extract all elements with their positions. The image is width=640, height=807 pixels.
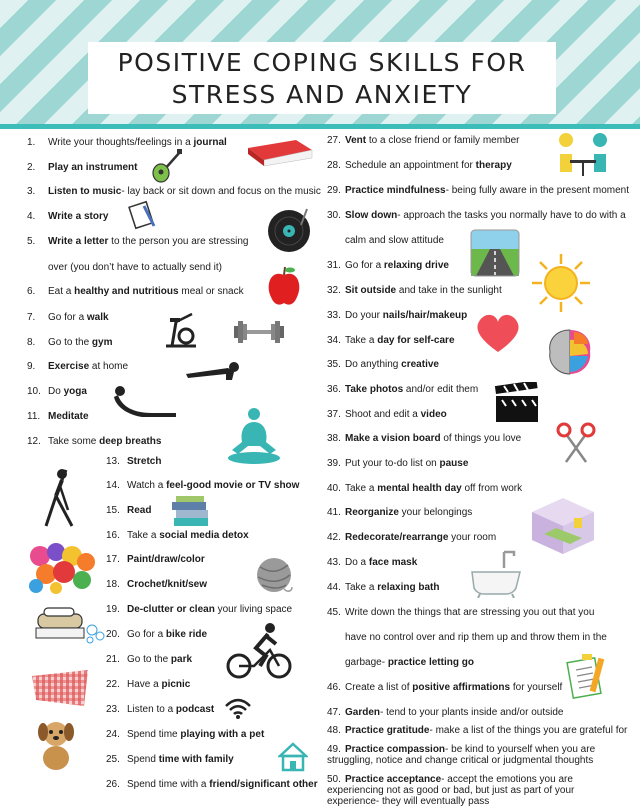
item-emphasis: Play an instrument [48, 162, 138, 173]
item-number: 40. [327, 483, 341, 494]
item-text: Have a [127, 679, 162, 690]
item-number: 33. [327, 310, 341, 321]
item-number: 5. [27, 236, 36, 247]
item-text: Listen to a [127, 704, 176, 715]
item-number: 22. [106, 679, 120, 690]
list-item [327, 724, 627, 737]
item-number: 3. [27, 186, 36, 197]
item-number: 24. [106, 729, 120, 740]
item-emphasis: relaxing drive [383, 260, 449, 271]
list-item [27, 336, 112, 349]
item-number: 25. [106, 754, 120, 765]
list-item [27, 435, 161, 448]
item-emphasis: relaxing bath [377, 582, 440, 593]
item-number: 4. [27, 211, 36, 222]
apple-icon [265, 265, 303, 309]
item-number: 2. [27, 162, 36, 173]
list-item [327, 159, 512, 172]
item-text: Take some [48, 436, 100, 447]
list-item [27, 185, 321, 198]
stretch-pose-icon [40, 466, 80, 530]
list-item [327, 606, 594, 619]
item-number: 28. [327, 160, 341, 171]
item-emphasis: mental health day [377, 483, 462, 494]
list-item [27, 136, 227, 149]
paint-splatter-icon [26, 540, 100, 596]
list-item [106, 778, 318, 791]
title-line-2: STRESS AND ANXIETY [171, 80, 473, 109]
item-number: 42. [327, 532, 341, 543]
list-item [106, 678, 190, 691]
item-text: at home [89, 361, 129, 372]
item-text: of things you love [440, 433, 522, 444]
item-emphasis: bike ride [165, 629, 208, 640]
list-item [327, 309, 467, 322]
list-item [327, 774, 627, 807]
item-text: your living space [214, 604, 293, 615]
creative-brain-icon [544, 326, 596, 378]
item-number: 30. [327, 210, 341, 221]
list-item [327, 134, 520, 147]
list-item [27, 161, 137, 174]
list-item [327, 209, 626, 222]
list-item [327, 482, 522, 495]
item-emphasis: therapy [475, 160, 512, 171]
item-text: Go for a [48, 312, 87, 323]
item-emphasis: Read [127, 505, 152, 516]
heart-icon [474, 312, 522, 354]
item-text: - accept the emotions you are experiencing not as good or bad, but just as part of your experience- they will eventually pass [327, 774, 575, 807]
item-emphasis: park [170, 654, 193, 665]
item-number: 37. [327, 409, 341, 420]
book-stack-icon [170, 496, 212, 528]
item-number: 34. [327, 335, 341, 346]
item-number: 23. [106, 704, 120, 715]
item-number: 6. [27, 286, 36, 297]
scissors-icon [556, 422, 596, 466]
item-number: 21. [106, 654, 120, 665]
notepad-pencil-icon [128, 200, 158, 230]
item-text: over (you don’t have to actually send it) [48, 262, 222, 273]
item-emphasis: Take photos [345, 384, 404, 395]
wifi-podcast-icon [224, 698, 252, 720]
item-emphasis: Listen to music [48, 186, 122, 197]
item-emphasis: Practice compassion [345, 744, 446, 755]
item-emphasis: day for self-care [377, 335, 455, 346]
item-emphasis: Practice mindfulness [345, 185, 446, 196]
meditation-icon [226, 406, 282, 466]
list-item [27, 385, 87, 398]
item-number: 8. [27, 337, 36, 348]
list-item [345, 656, 474, 669]
item-emphasis: pause [439, 458, 469, 469]
item-number: 15. [106, 505, 120, 516]
item-number: 20. [106, 629, 120, 640]
item-text: and/or edit them [403, 384, 479, 395]
item-number: 26. [106, 779, 120, 790]
list-item [106, 529, 249, 542]
item-emphasis: yoga [63, 386, 87, 397]
item-text: meal or snack [178, 286, 244, 297]
item-text: Eat a [48, 286, 75, 297]
item-emphasis: healthy and nutritious [74, 286, 179, 297]
list-item [27, 360, 128, 373]
item-text: garbage- [345, 657, 388, 668]
list-item [106, 553, 205, 566]
item-emphasis: Write a letter [48, 236, 109, 247]
item-text: - lay back or sit down and focus on the music [121, 186, 321, 197]
item-text: - being fully aware in the present moment [445, 185, 630, 196]
list-item [327, 334, 455, 347]
item-number: 36. [327, 384, 341, 395]
list-item [27, 285, 244, 298]
talking-friends-icon [556, 132, 610, 180]
list-item [27, 235, 248, 248]
plank-exercise-icon [182, 360, 244, 382]
list-item [327, 358, 439, 371]
item-emphasis: journal [193, 137, 227, 148]
item-number: 7. [27, 312, 36, 323]
item-emphasis: Redecorate/rearrange [345, 532, 449, 543]
item-text: Write down the things that are stressing you out that you [345, 607, 595, 618]
vinyl-record-icon [265, 205, 315, 253]
item-text: to a close friend or family member [366, 135, 520, 146]
item-number: 12. [27, 436, 41, 447]
list-item [327, 581, 440, 594]
item-number: 32. [327, 285, 341, 296]
item-number: 27. [327, 135, 341, 146]
item-text: Go for a [127, 629, 166, 640]
item-emphasis: Vent [345, 135, 367, 146]
list-item [327, 184, 629, 197]
bike-rider-icon [226, 622, 292, 680]
item-text: Do anything [345, 359, 402, 370]
item-number: 41. [327, 507, 341, 518]
list-item [327, 383, 478, 396]
item-number: 16. [106, 530, 120, 541]
item-text: Go to the [127, 654, 171, 665]
item-text: Shoot and edit a [345, 409, 421, 420]
item-number: 44. [327, 582, 341, 593]
item-text: and take in the sunlight [396, 285, 502, 296]
item-emphasis: practice letting go [387, 657, 474, 668]
item-emphasis: Practice gratitude [345, 725, 430, 736]
list-item [345, 234, 444, 247]
item-text: Spend time [127, 729, 181, 740]
item-number: 45. [327, 607, 341, 618]
dog-pet-icon [36, 718, 76, 772]
item-number: 17. [106, 554, 120, 565]
item-emphasis: time with family [158, 754, 234, 765]
list-item [106, 578, 207, 591]
item-number: 43. [327, 557, 341, 568]
item-text: Do your [345, 310, 383, 321]
list-item [327, 531, 496, 544]
checklist-icon [564, 652, 608, 702]
item-number: 10. [27, 386, 41, 397]
list-item [106, 455, 161, 468]
picnic-blanket-icon [30, 668, 92, 708]
item-number: 29. [327, 185, 341, 196]
item-emphasis: face mask [368, 557, 418, 568]
bathtub-icon [470, 548, 522, 598]
item-text: - be kind to yourself when you are struggling, notice and change critical or judgmental thoughts [327, 744, 596, 766]
item-emphasis: gym [91, 337, 113, 348]
item-emphasis: playing with a pet [180, 729, 265, 740]
item-emphasis: Reorganize [345, 507, 399, 518]
item-emphasis: video [420, 409, 447, 420]
item-emphasis: Make a vision board [345, 433, 441, 444]
yoga-pose-icon [112, 383, 180, 419]
exercise-bike-icon [160, 310, 202, 350]
item-text: Write your thoughts/feelings in a [48, 137, 194, 148]
item-number: 13. [106, 456, 120, 467]
item-text: Go for a [345, 260, 384, 271]
item-text: - approach the tasks you normally have to do with a [397, 210, 626, 221]
item-text: Spend time with a [127, 779, 210, 790]
item-text: Schedule an appointment for [345, 160, 476, 171]
item-number: 11. [27, 411, 41, 422]
item-text: have no control over and rip them up and throw them in the [345, 632, 607, 643]
list-item [327, 556, 417, 569]
item-number: 19. [106, 604, 120, 615]
item-text: Take a [345, 582, 378, 593]
item-number: 18. [106, 579, 120, 590]
road-drive-icon [470, 229, 520, 277]
yarn-ball-icon [254, 555, 294, 595]
list-item [106, 703, 214, 716]
item-number: 39. [327, 458, 341, 469]
item-number: 50. [327, 774, 341, 785]
list-item [327, 681, 562, 694]
list-item [327, 284, 502, 297]
item-emphasis: Sit outside [345, 285, 397, 296]
list-item [327, 457, 468, 470]
item-emphasis: Write a story [48, 211, 109, 222]
item-emphasis: deep breaths [99, 436, 162, 447]
item-emphasis: Garden [345, 707, 381, 718]
list-item [106, 728, 264, 741]
item-text: - make a list of the things you are grateful for [429, 725, 628, 736]
dumbbell-icon [232, 318, 286, 346]
item-text: Take a [345, 483, 378, 494]
item-text: Do [48, 386, 64, 397]
item-number: 9. [27, 361, 36, 372]
title-line-1: POSITIVE COPING SKILLS FOR [117, 48, 527, 77]
list-item [327, 506, 472, 519]
guitar-icon [150, 148, 184, 184]
item-number: 35. [327, 359, 341, 370]
item-number: 49. [327, 744, 341, 755]
bedroom-icon [530, 496, 596, 556]
list-item [345, 631, 607, 644]
item-text: Take a [127, 530, 160, 541]
item-number: 47. [327, 707, 341, 718]
item-emphasis: Crochet/knit/sew [127, 579, 208, 590]
journal-book-icon [246, 138, 314, 168]
item-emphasis: nails/hair/makeup [382, 310, 468, 321]
item-text: calm and slow attitude [345, 235, 444, 246]
item-number: 14. [106, 480, 120, 491]
list-item [327, 744, 627, 766]
item-emphasis: Paint/draw/color [127, 554, 205, 565]
item-text: - tend to your plants inside and/or outside [380, 707, 564, 718]
item-emphasis: Slow down [345, 210, 398, 221]
clapperboard-icon [494, 382, 540, 424]
item-text: off from work [461, 483, 523, 494]
item-emphasis: Meditate [48, 411, 89, 422]
item-number: 38. [327, 433, 341, 444]
item-text: your belongings [398, 507, 473, 518]
list-item [106, 479, 299, 492]
item-text: Put your to-do list on [345, 458, 440, 469]
item-emphasis: creative [401, 359, 439, 370]
item-text: Spend [127, 754, 159, 765]
item-emphasis: Exercise [48, 361, 90, 372]
item-emphasis: positive affirmations [412, 682, 511, 693]
list-item [27, 311, 109, 324]
item-number: 31. [327, 260, 341, 271]
list-item [106, 628, 207, 641]
item-emphasis: picnic [161, 679, 191, 690]
scrub-brush-icon [30, 604, 108, 646]
list-item [106, 603, 292, 616]
item-text: Take a [345, 335, 378, 346]
item-emphasis: podcast [175, 704, 215, 715]
list-item [48, 261, 222, 274]
header-divider [0, 124, 640, 129]
item-text: Do a [345, 557, 369, 568]
item-emphasis: social media detox [159, 530, 249, 541]
item-text: Watch a [127, 480, 167, 491]
item-emphasis: walk [86, 312, 109, 323]
item-text: Create a list of [345, 682, 413, 693]
sun-icon [530, 252, 592, 314]
list-item [27, 410, 89, 423]
list-item [327, 408, 447, 421]
list-item [106, 653, 192, 666]
item-number: 48. [327, 725, 341, 736]
item-text: for yourself [510, 682, 563, 693]
list-item [327, 432, 521, 445]
item-emphasis: feel-good movie or TV show [166, 480, 300, 491]
item-emphasis: Practice acceptance [345, 774, 442, 785]
item-text: your room [448, 532, 497, 543]
item-number: 46. [327, 682, 341, 693]
list-item [27, 210, 108, 223]
page-title [88, 42, 556, 114]
item-text: to the person you are stressing [108, 236, 249, 247]
item-emphasis: De-clutter or clean [127, 604, 215, 615]
list-item [106, 504, 151, 517]
item-text: Go to the [48, 337, 92, 348]
item-emphasis: friend/significant other [209, 779, 318, 790]
list-item [106, 753, 234, 766]
item-number: 1. [27, 137, 36, 148]
item-emphasis: Stretch [127, 456, 162, 467]
list-item [327, 706, 563, 719]
house-family-icon [278, 742, 308, 772]
list-item [327, 259, 449, 272]
